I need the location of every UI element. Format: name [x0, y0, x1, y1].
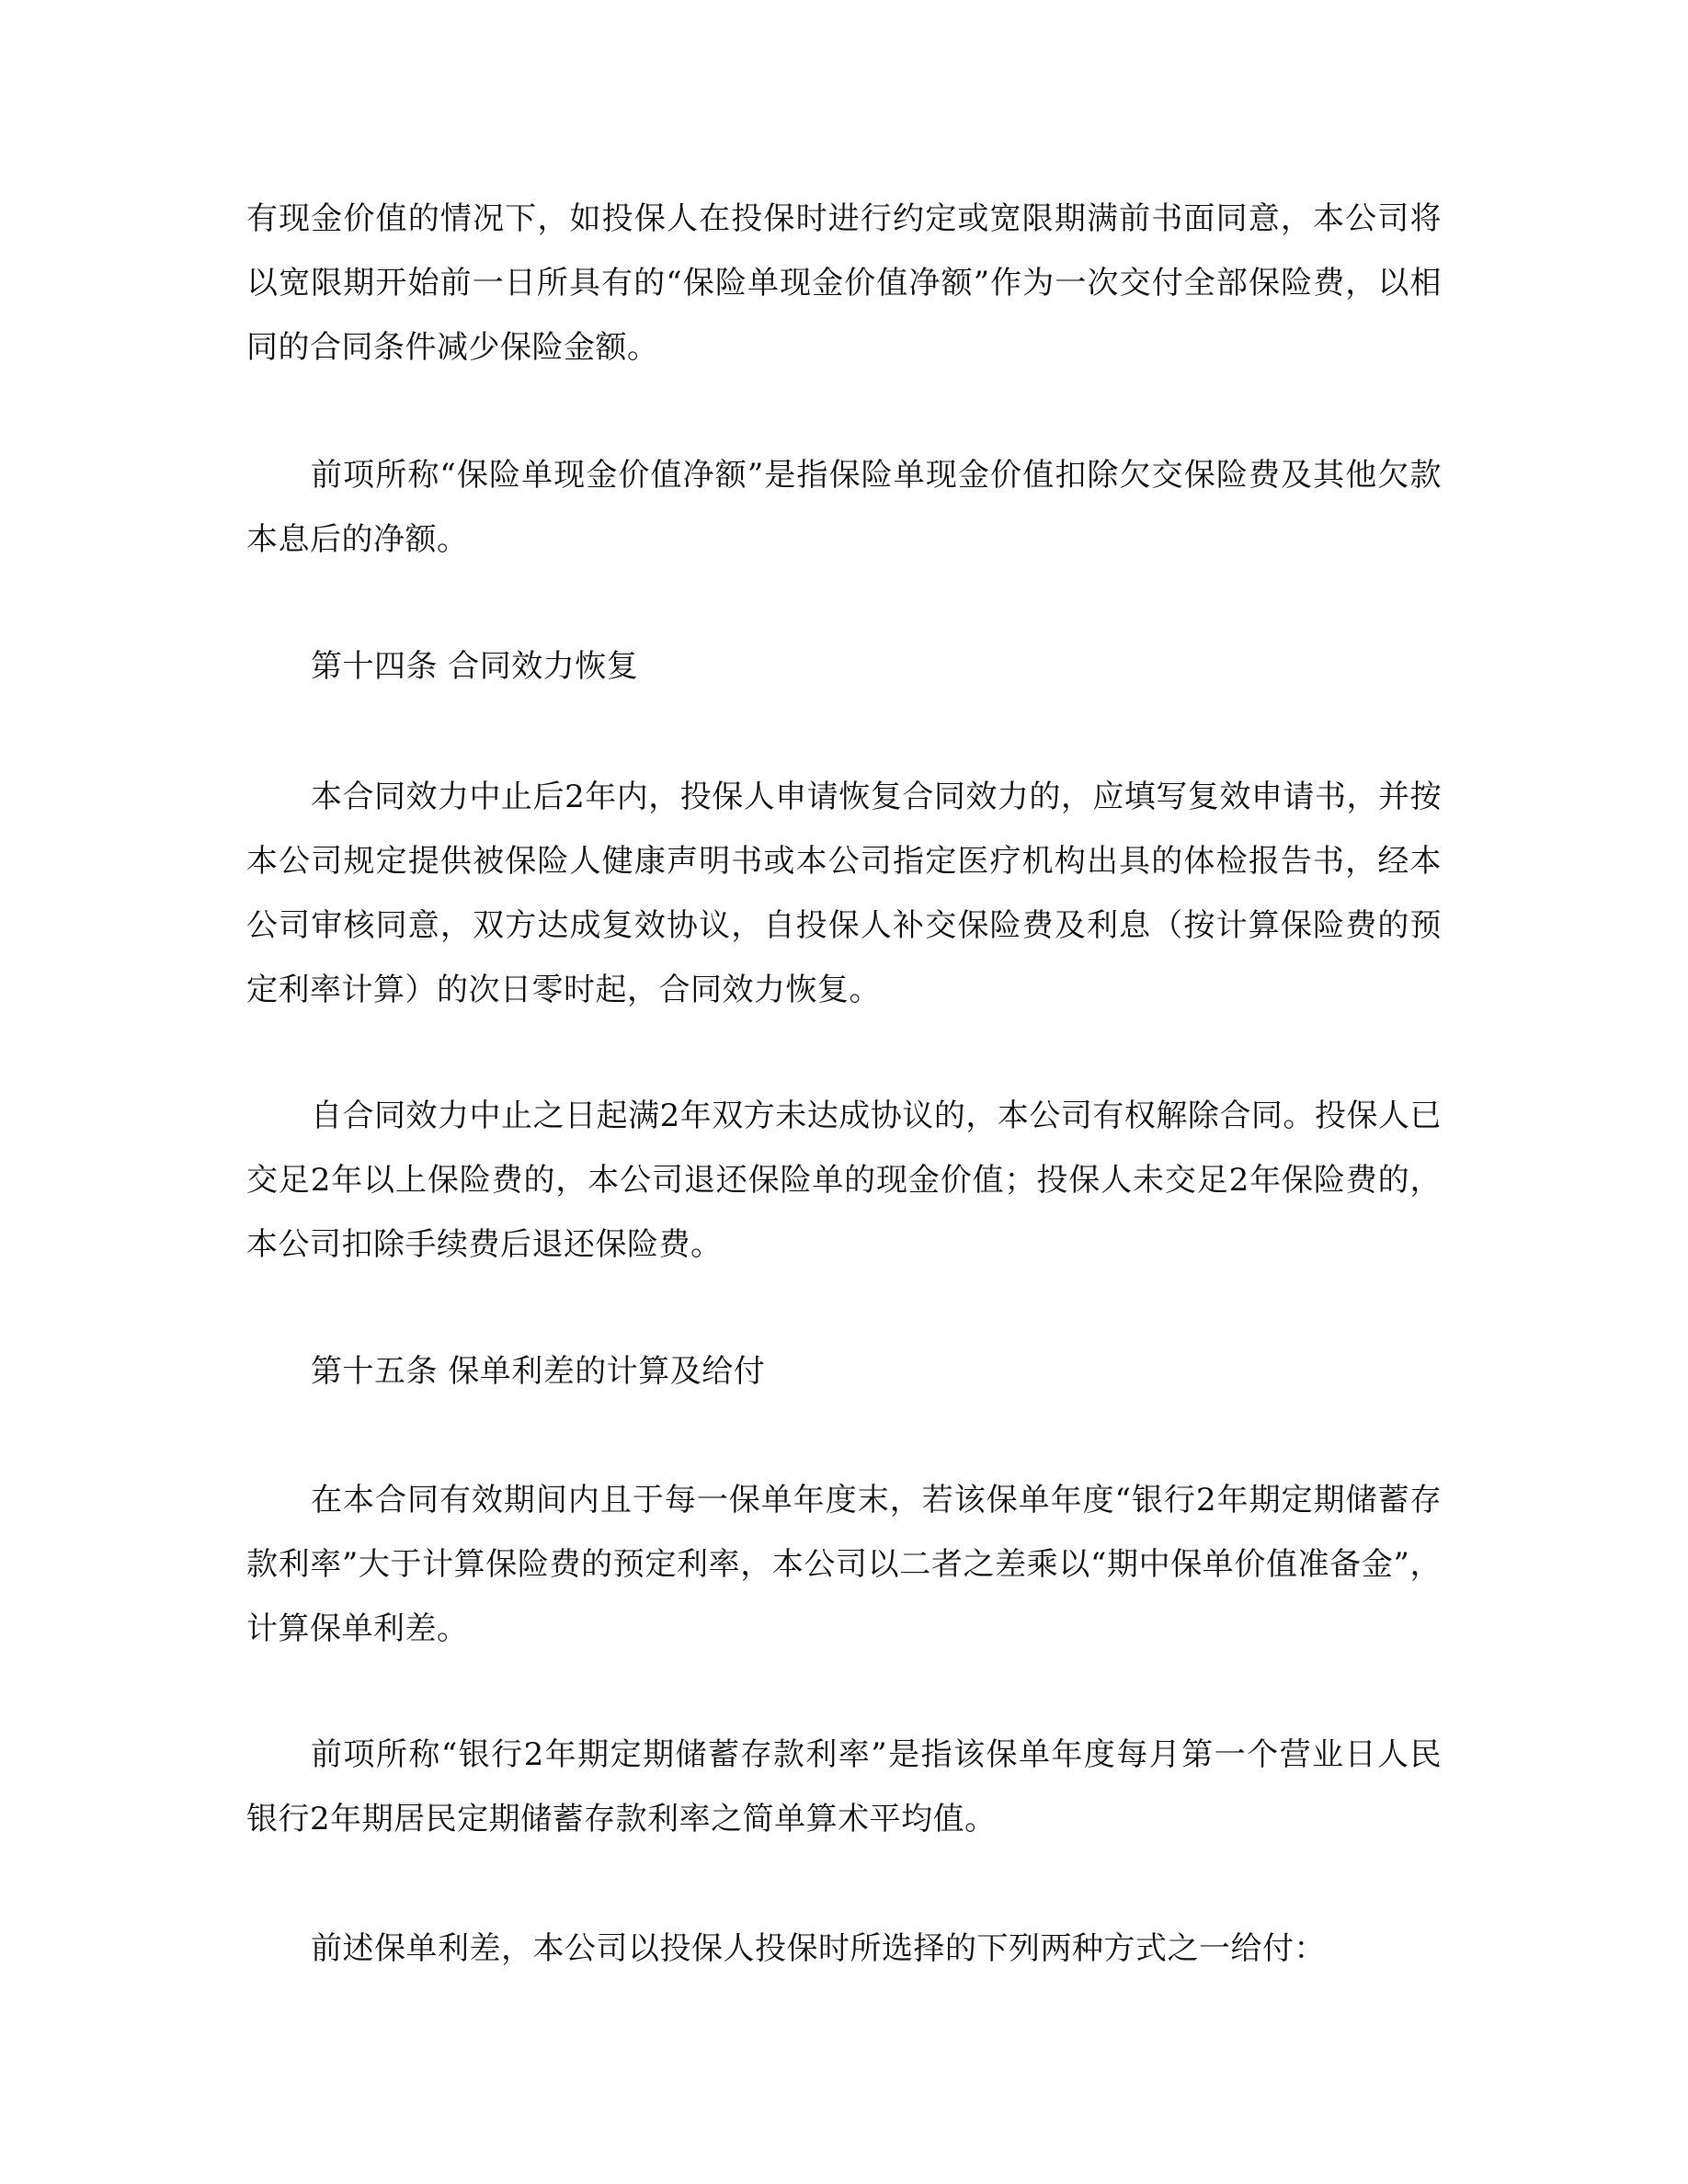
- paragraph-reinstatement: 本合同效力中止后2年内，投保人申请恢复合同效力的，应填写复效申请书，并按本公司规定提供被保险人健康声明书或本公司指定医疗机构出具的体检报告书，经本公司审核同意，双方达成复效协议，自投保人补交保险费及利息（按计算保险费的预定利率计算）的次日零时起，合同效力恢复。: [246, 779, 1442, 1008]
- paragraph-bank-rate-definition: 前项所称“银行2年期定期储蓄存款利率”是指该保单年度每月第一个营业日人民银行2年期居民定期储蓄存款利率之简单算术平均值。: [246, 1736, 1442, 1837]
- paragraph-net-cash-value-definition: 前项所称“保险单现金价值净额”是指保险单现金价值扣除欠交保险费及其他欠款本息后的净额。: [246, 457, 1442, 558]
- paragraph-termination: 自合同效力中止之日起满2年双方未达成协议的，本公司有权解除合同。投保人已交足2年以上保险费的，本公司退还保险单的现金价值；投保人未交足2年保险费的，本公司扣除手续费后退还保险费。: [246, 1098, 1442, 1263]
- paragraph-cash-value-continuation: 有现金价值的情况下，如投保人在投保时进行约定或宽限期满前书面同意，本公司将以宽限期开始前一日所具有的“保险单现金价值净额”作为一次交付全部保险费，以相同的合同条件减少保险金额。: [246, 200, 1442, 366]
- paragraph-payment-methods: 前述保单利差，本公司以投保人投保时所选择的下列两种方式之一给付：: [311, 1930, 1326, 1967]
- paragraph-interest-spread: 在本合同有效期间内且于每一保单年度末，若该保单年度“银行2年期定期储蓄存款利率”大于计算保险费的预定利率，本公司以二者之差乘以“期中保单价值准备金”，计算保单利差。: [246, 1482, 1442, 1647]
- section-heading-article-15: 第十五条 保单利差的计算及给付: [311, 1353, 766, 1390]
- section-heading-article-14: 第十四条 合同效力恢复: [311, 648, 639, 685]
